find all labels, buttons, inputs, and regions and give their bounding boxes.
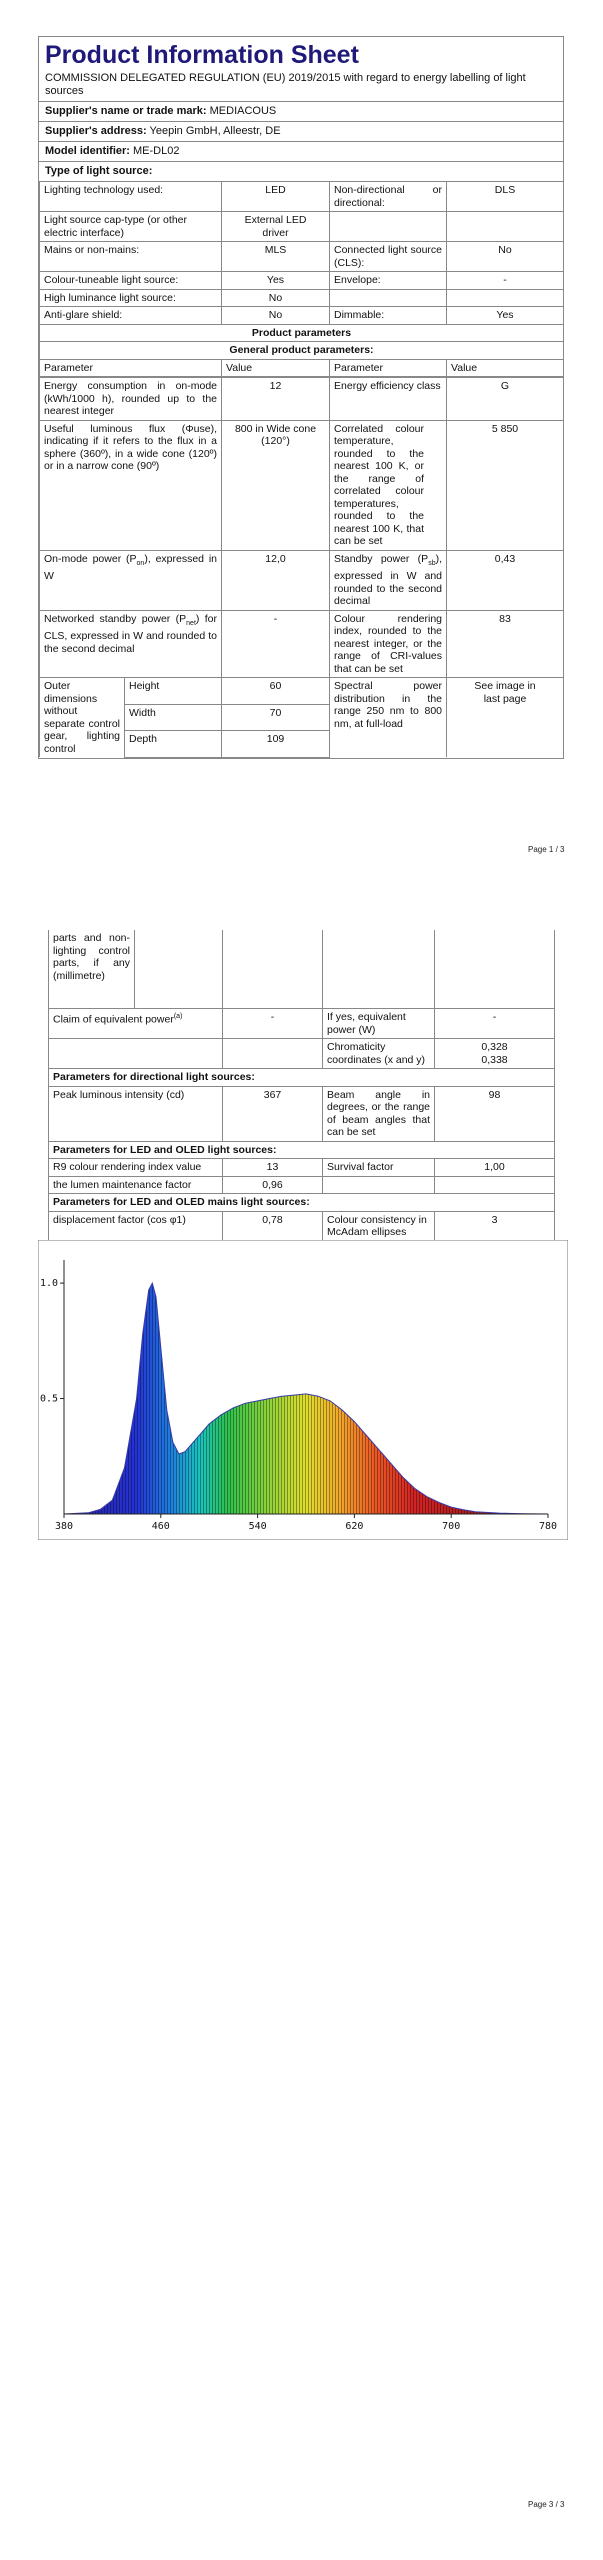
envelope-label: Envelope: bbox=[330, 272, 447, 290]
standby-label-sub: sb bbox=[428, 559, 436, 567]
y-tick-label: 0.5 bbox=[40, 1393, 59, 1405]
cct-value: 5 850 bbox=[447, 420, 564, 550]
supplier-address-label: Supplier's address: bbox=[45, 125, 147, 137]
spectrum-chart bbox=[38, 1240, 568, 1540]
table-row bbox=[49, 1211, 555, 1241]
beam-angle-value: 98 bbox=[435, 1086, 555, 1141]
table-row bbox=[40, 420, 564, 550]
blank-cell bbox=[323, 1176, 435, 1194]
table-row bbox=[49, 1176, 555, 1194]
equivalent-power-label: If yes, equivalent power (W) bbox=[323, 1009, 435, 1039]
standby-power-value: 0,43 bbox=[447, 550, 564, 610]
table-row bbox=[49, 930, 555, 1009]
peak-intensity-label: Peak luminous intensity (cd) bbox=[49, 1086, 223, 1141]
standby-label-text: ), expressed in W and rounded to the second decimal bbox=[334, 552, 443, 608]
mains-section-heading: Parameters for LED and OLED mains light sources: bbox=[49, 1194, 555, 1212]
regulation-text: COMMISSION DELEGATED REGULATION (EU) 2019/2015 with regard to energy labelling of light sources bbox=[45, 72, 526, 97]
column-header-value: Value bbox=[222, 359, 330, 377]
claim-sup: (a) bbox=[173, 1013, 183, 1020]
net-label-sub: net bbox=[186, 619, 196, 627]
x-tick-label: 780 bbox=[538, 1521, 558, 1532]
type-row bbox=[39, 161, 563, 181]
table-row bbox=[49, 1086, 555, 1141]
light-source-table bbox=[39, 181, 564, 377]
onmode-power-value: 12,0 bbox=[222, 550, 330, 610]
cri-value: 83 bbox=[447, 610, 564, 678]
cap-label: Light source cap-type (or other electric interface) bbox=[40, 212, 222, 242]
depth-value: 109 bbox=[222, 731, 330, 758]
claim-equivalent-value: - bbox=[223, 1009, 323, 1039]
anti-glare-value: No bbox=[222, 307, 330, 325]
table-row bbox=[40, 550, 564, 610]
chromaticity-x: 0,328 bbox=[481, 1041, 508, 1053]
onmode-label-sub: on bbox=[136, 559, 145, 567]
supplier-name-row bbox=[39, 101, 563, 121]
blank-cell bbox=[223, 1039, 323, 1069]
cap-value: External LED driver bbox=[222, 212, 330, 242]
column-header-parameter: Parameter bbox=[40, 359, 222, 377]
table-row bbox=[40, 272, 564, 290]
blank-cell bbox=[49, 1039, 223, 1069]
supplier-name-label: Supplier's name or trade mark: bbox=[45, 105, 207, 117]
mains-value: MLS bbox=[222, 242, 330, 272]
peak-intensity-value: 367 bbox=[223, 1086, 323, 1141]
table-row bbox=[49, 1159, 555, 1177]
table-row bbox=[40, 378, 564, 421]
colour-consistency-value: 3 bbox=[435, 1211, 555, 1241]
beam-angle-label: Beam angle in degrees, or the range of beam angles that can be set bbox=[323, 1086, 435, 1141]
blank-cell bbox=[135, 930, 223, 1009]
model-value: ME-DL02 bbox=[133, 145, 180, 157]
energy-consumption-label: Energy consumption in on-mode (kWh/1000 h), rounded up to the nearest integer bbox=[40, 378, 222, 421]
claim-label-text: Claim of equivalent power bbox=[53, 1013, 174, 1026]
page-1-sheet bbox=[38, 36, 564, 759]
table-row bbox=[40, 610, 564, 678]
blank-cell bbox=[323, 930, 435, 1009]
depth-label: Depth bbox=[125, 731, 222, 758]
cls-value: No bbox=[447, 242, 564, 272]
spectral-distribution-label: Spectral power distribution in the range 250 nm to 800 nm, at full-load bbox=[330, 678, 447, 758]
blank-cell bbox=[435, 1176, 555, 1194]
led-section-heading: Parameters for LED and OLED light sources: bbox=[49, 1141, 555, 1159]
x-tick-label: 460 bbox=[151, 1521, 170, 1532]
table-row bbox=[40, 359, 564, 377]
displacement-factor-value: 0,78 bbox=[223, 1211, 323, 1241]
table-row bbox=[40, 182, 564, 212]
anti-glare-label: Anti-glare shield: bbox=[40, 307, 222, 325]
product-parameters-heading: Product parameters bbox=[40, 324, 564, 342]
r9-value: 13 bbox=[223, 1159, 323, 1177]
luminous-flux-value: 800 in Wide cone (120°) bbox=[222, 420, 330, 550]
chromaticity-label: Chromaticity coordinates (x and y) bbox=[323, 1039, 435, 1069]
table-row bbox=[49, 1141, 555, 1159]
survival-factor-label: Survival factor bbox=[323, 1159, 435, 1177]
page-number: Page 1 / 3 bbox=[528, 845, 565, 854]
height-value: 60 bbox=[222, 678, 330, 705]
supplier-address-value: Yeepin GmbH, Alleestr, DE bbox=[149, 125, 281, 137]
net-label-text: ) for CLS, expressed in W and rounded to the second decimal bbox=[44, 612, 218, 655]
general-parameters-table bbox=[39, 377, 564, 758]
general-parameters-heading: General product parameters: bbox=[40, 342, 564, 360]
lumen-maintenance-value: 0,96 bbox=[223, 1176, 323, 1194]
chromaticity-y: 0,338 bbox=[481, 1053, 508, 1066]
width-label: Width bbox=[125, 704, 222, 731]
blank-cell bbox=[330, 289, 447, 307]
supplier-name-value: MEDIACOUS bbox=[209, 105, 277, 117]
spectral-distribution-value: See image in last page bbox=[447, 678, 564, 758]
blank-cell bbox=[447, 289, 564, 307]
table-row bbox=[40, 342, 564, 360]
dimmable-value: Yes bbox=[447, 307, 564, 325]
r9-label: R9 colour rendering index value bbox=[49, 1159, 223, 1177]
high-luminance-label: High luminance light source: bbox=[40, 289, 222, 307]
x-tick-label: 380 bbox=[54, 1521, 74, 1532]
column-header-value: Value bbox=[447, 359, 564, 377]
table-row bbox=[49, 1009, 555, 1039]
width-value: 70 bbox=[222, 704, 330, 731]
blank-cell bbox=[435, 930, 555, 1009]
table-row bbox=[40, 212, 564, 242]
table-row bbox=[40, 242, 564, 272]
lumen-maintenance-label: the lumen maintenance factor bbox=[49, 1176, 223, 1194]
table-row bbox=[49, 1039, 555, 1069]
networked-standby-value: - bbox=[222, 610, 330, 678]
outer-dimensions-label: Outer dimensions without separate control gear, lighting control bbox=[40, 678, 125, 758]
colour-consistency-label: Colour consistency in McAdam ellipses bbox=[323, 1211, 435, 1241]
model-row bbox=[39, 141, 563, 161]
blank-cell bbox=[223, 930, 323, 1009]
outer-dimensions-continued: parts and non-lighting control parts, if any (millimetre) bbox=[49, 930, 135, 1009]
dimmable-label: Dimmable: bbox=[330, 307, 447, 325]
page-number-3: Page 3 / 3 bbox=[528, 2500, 565, 2509]
blank-cell bbox=[447, 212, 564, 242]
chromaticity-value bbox=[435, 1039, 555, 1069]
cct-label: Correlated colour temperature, rounded to the nearest 100 K, or the range of correlated colour temperatures, rounded to the nearest 100 K, that can be set bbox=[330, 420, 447, 550]
equivalent-power-value: - bbox=[435, 1009, 555, 1039]
survival-factor-value: 1,00 bbox=[435, 1159, 555, 1177]
mains-label: Mains or non-mains: bbox=[40, 242, 222, 272]
cls-label: Connected light source (CLS): bbox=[330, 242, 447, 272]
onmode-label-text: ), expressed in W bbox=[44, 552, 218, 583]
x-tick-label: 700 bbox=[442, 1521, 461, 1532]
standby-power-label bbox=[330, 550, 447, 610]
tech-value: LED bbox=[222, 182, 330, 212]
tune-label: Colour-tuneable light source: bbox=[40, 272, 222, 290]
x-tick-label: 620 bbox=[345, 1521, 364, 1532]
height-label: Height bbox=[125, 678, 222, 705]
table-row bbox=[40, 289, 564, 307]
table-row bbox=[40, 324, 564, 342]
energy-class-value: G bbox=[447, 378, 564, 421]
claim-equivalent-label bbox=[49, 1009, 223, 1039]
table-row bbox=[49, 1194, 555, 1212]
blank-cell bbox=[330, 212, 447, 242]
standby-label-text: Standby power (P bbox=[334, 552, 429, 565]
model-label: Model identifier: bbox=[45, 145, 130, 157]
networked-standby-label bbox=[40, 610, 222, 678]
tune-value: Yes bbox=[222, 272, 330, 290]
luminous-flux-label: Useful luminous flux (Φuse), indicating if it refers to the flux in a sphere (360º), in a wide cone (120º) or in a narrow cone (90º) bbox=[40, 420, 222, 550]
onmode-power-label bbox=[40, 550, 222, 610]
supplier-address-row bbox=[39, 121, 563, 141]
displacement-factor-label: displacement factor (cos φ1) bbox=[49, 1211, 223, 1241]
energy-consumption-value: 12 bbox=[222, 378, 330, 421]
cri-label: Colour rendering index, rounded to the nearest integer, or the range of CRI-values that can be set bbox=[330, 610, 447, 678]
energy-class-label: Energy efficiency class bbox=[330, 378, 447, 421]
column-header-parameter: Parameter bbox=[330, 359, 447, 377]
table-row bbox=[40, 678, 564, 705]
page-title: Product Information Sheet bbox=[45, 41, 359, 69]
nondir-value: DLS bbox=[447, 182, 564, 212]
nondir-label: Non-directional or directional: bbox=[330, 182, 447, 212]
envelope-value: - bbox=[447, 272, 564, 290]
table-row bbox=[40, 307, 564, 325]
onmode-label-text: On-mode power (P bbox=[44, 552, 137, 565]
directional-section-heading: Parameters for directional light sources: bbox=[49, 1069, 555, 1087]
net-label-text: Networked standby power (P bbox=[44, 612, 187, 625]
high-luminance-value: No bbox=[222, 289, 330, 307]
table-row bbox=[49, 1069, 555, 1087]
tech-label: Lighting technology used: bbox=[40, 182, 222, 212]
y-tick-label: 1.0 bbox=[40, 1278, 59, 1290]
x-tick-label: 540 bbox=[248, 1521, 267, 1532]
type-label: Type of light source: bbox=[45, 165, 153, 177]
